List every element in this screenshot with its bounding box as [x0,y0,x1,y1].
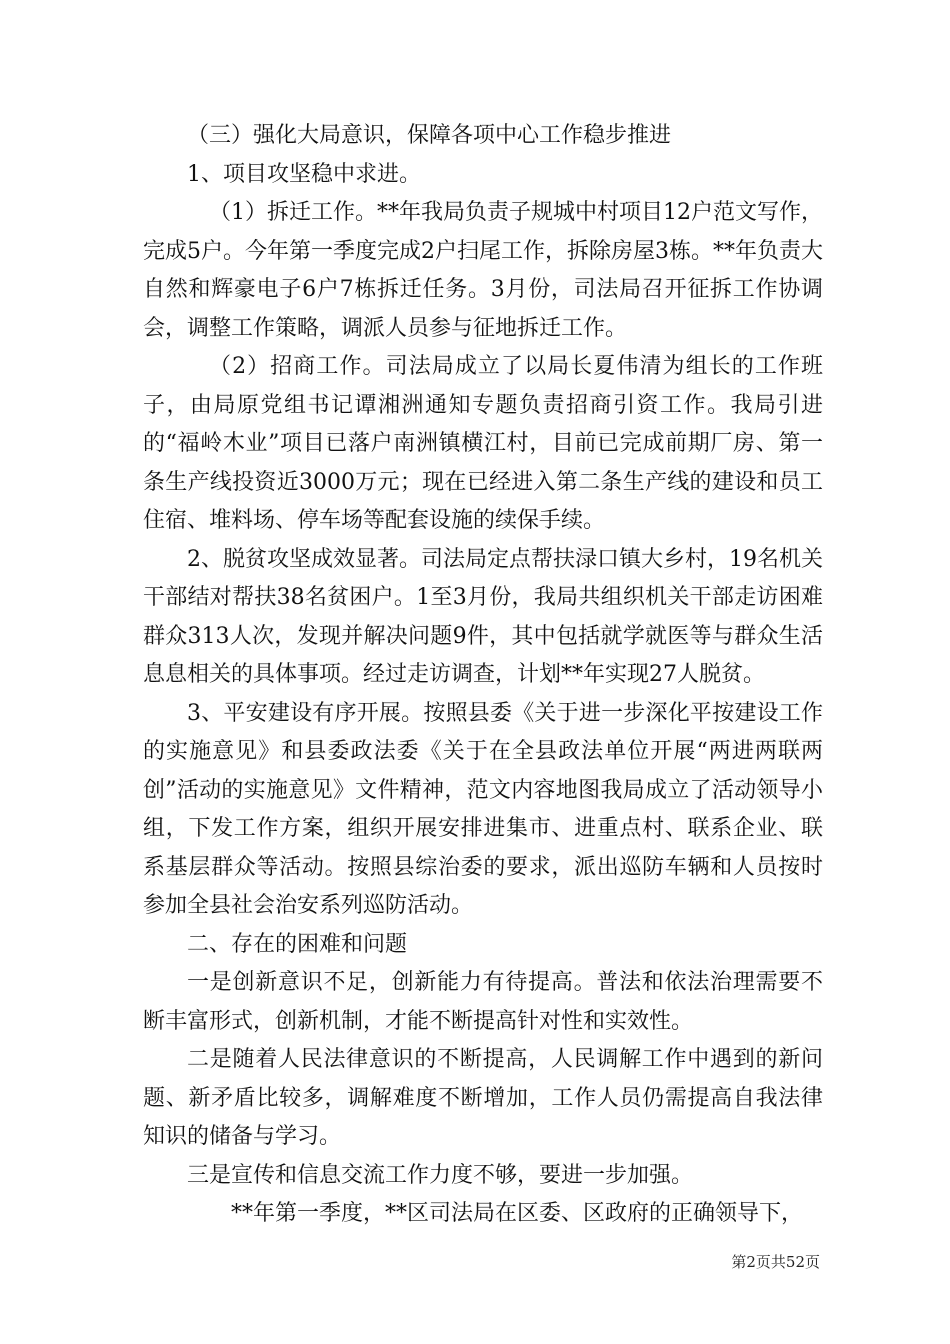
paragraph-summary-start: **年第一季度，**区司法局在区委、区政府的正确领导下， [231,1201,804,1226]
section-heading-3: （三）强化大局意识，保障各项中心工作稳步推进 [187,123,672,148]
paragraph-poverty-relief: 2、脱贫攻坚成效显著。司法局定点帮扶渌口镇大乡村，19名机关干部结对帮扶38名贫困户。1至3月份，我局共组织机关干部走访困难群众313人次，发现并解决问题9件，其中包括就学就医等与群众生活息息相关的具体事项。经过走访调查，计划**年实现27人脱贫。 [143,546,823,687]
paragraph-problem-2: 二是随着人民法律意识的不断提高，人民调解工作中遇到的新问题、新矛盾比较多，调解难度不断增加，工作人员仍需提高自我法律知识的储备与学习。 [143,1047,823,1149]
document-body [143,117,823,1234]
paragraph-safety-construction: 3、平安建设有序开展。按照县委《关于进一步深化平按建设工作的实施意见》和县委政法委《关于在全县政法单位开展“两进两联两创”活动的实施意见》文件精神，范文内容地图我局成立了活动领导小组，下发工作方案，组织开展安排进集市、进重点村、联系企业、联系基层群众等活动。按照县综治委的要求，派出巡防车辆和人员按时参加全县社会治安系列巡防活动。 [143,700,823,918]
paragraph-problem-3: 三是宣传和信息交流工作力度不够，要进一步加强。 [187,1162,694,1188]
paragraph-problem-1: 一是创新意识不足，创新能力有待提高。普法和依法治理需要不断丰富形式，创新机制，才能不断提高针对性和实效性。 [143,970,823,1034]
item-heading-1: 1、项目攻坚稳中求进。 [187,161,421,187]
paragraph-investment: （2）招商工作。司法局成立了以局长夏伟清为组长的工作班子，由局原党组书记谭湘洲通知专题负责招商引资工作。我局引进的“福岭木业”项目已落户南洲镇横江村，目前已完成前期厂房、第一条生产线投资近3000万元；现在已经进入第二条生产线的建设和员工住宿、堆料场、停车场等配套设施的续保手续。 [143,354,823,533]
paragraph-demolition: （1）拆迁工作。**年我局负责子规城中村项目12户范文写作，完成5户。今年第一季度完成2户扫尾工作，拆除房屋3栋。**年负责大自然和辉豪电子6户7栋拆迁任务。3月份，司法局召开征拆工作协调会，调整工作策略，调派人员参与征地拆迁工作。 [143,200,823,341]
page-number: 第2页共52页 [731,1253,820,1271]
section-heading-problems: 二、存在的困难和问题 [187,931,408,957]
